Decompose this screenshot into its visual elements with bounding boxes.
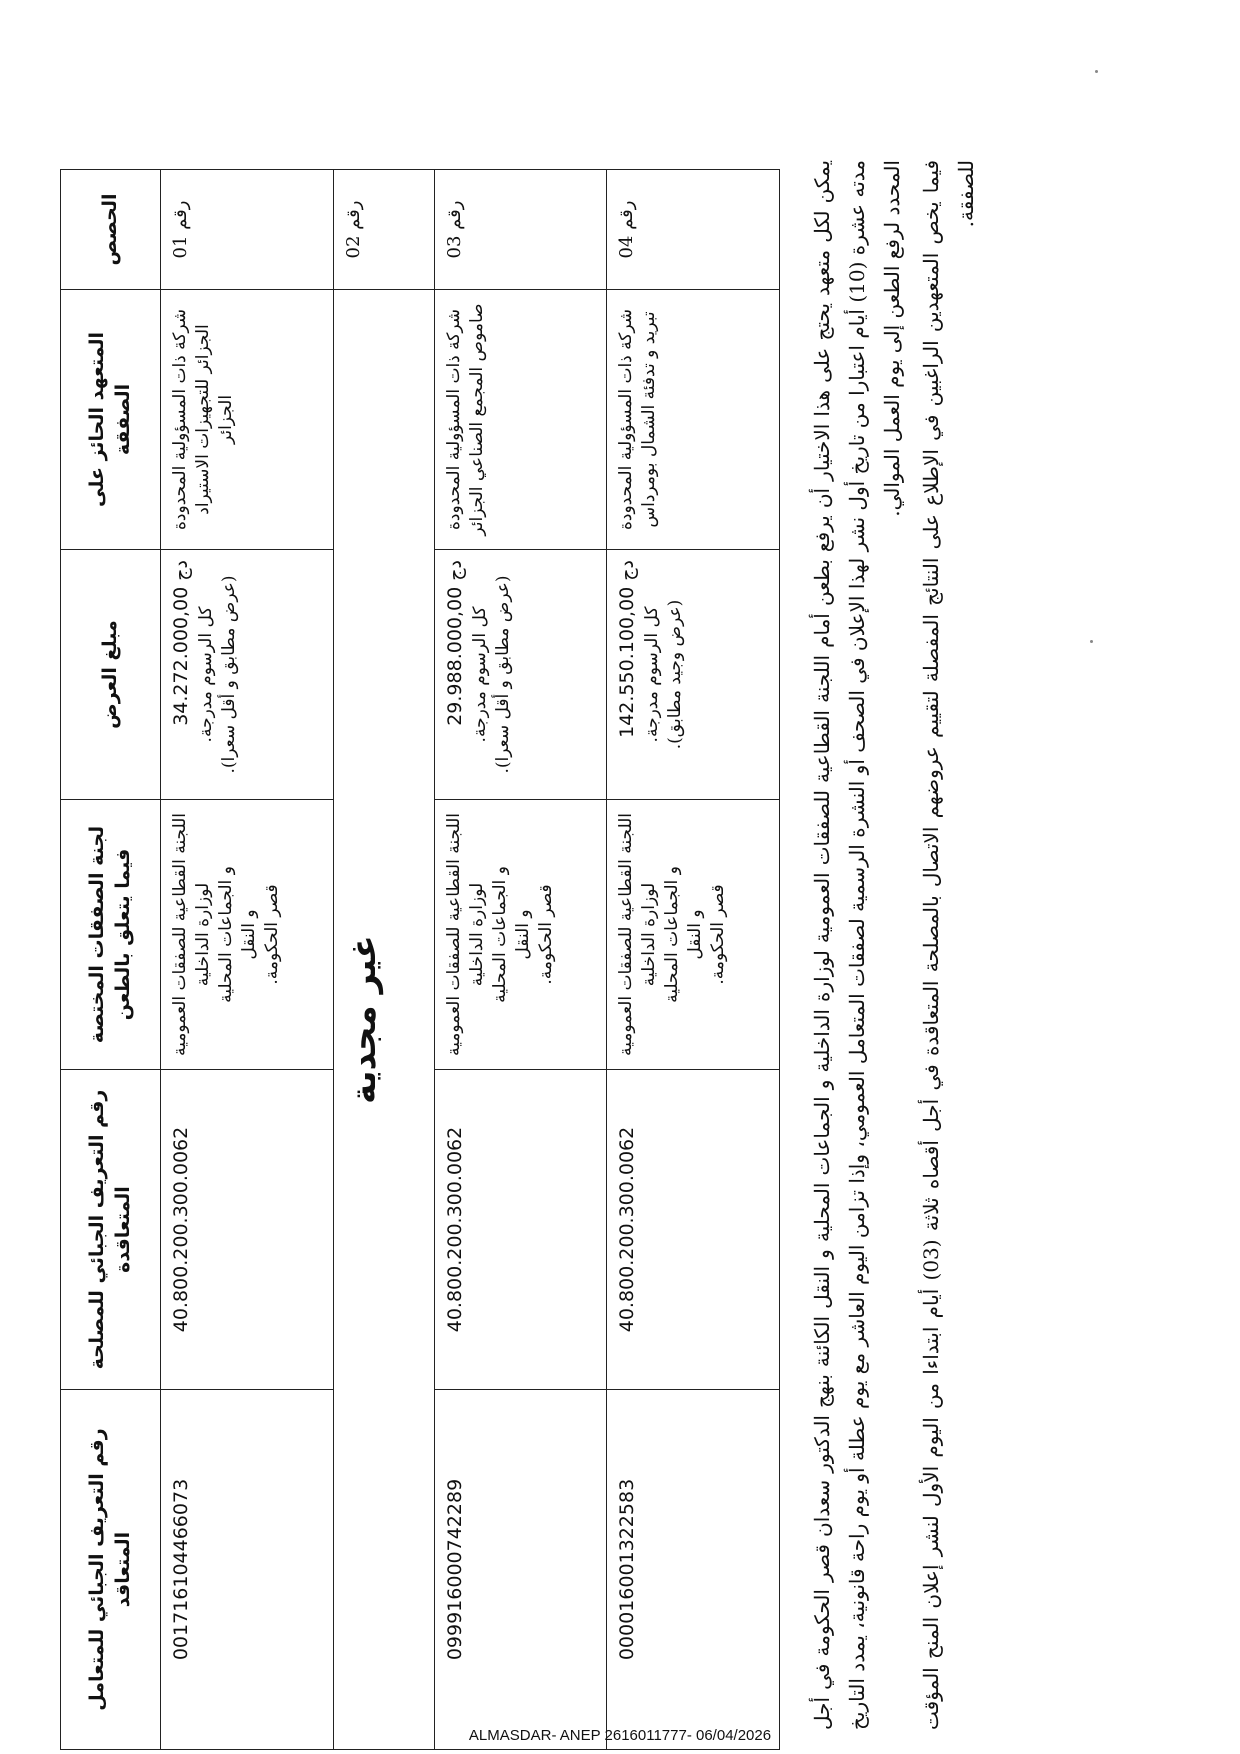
lot-cell: رقم 01 [161, 170, 334, 290]
amount-evaluation: (عرض مطابق و أقل سعرا). [218, 575, 239, 774]
header-committee: لجنة الصفقات المختصة فيما يتعلق بالطعن [61, 800, 161, 1070]
committee-cell [607, 800, 780, 1070]
lot-cell: رقم 02 [333, 170, 434, 290]
amount-note: كل الرسوم مدرجة. [469, 606, 490, 743]
rotated-page-content [60, 150, 1080, 1750]
header-amount: مبلغ العرض [61, 550, 161, 800]
header-lot: الحصص [61, 170, 161, 290]
committee-line: اللجنة القطاعية للصفقات العمومية لوزارة الداخلية [616, 813, 660, 1056]
amount-cell [434, 550, 607, 800]
service-nif-cell: 40.800.200.300.0062 [434, 1070, 607, 1390]
amount-cell [161, 550, 334, 800]
service-nif-cell: 40.800.200.300.0062 [161, 1070, 334, 1390]
unfruitful-label: غير مجدية [333, 290, 434, 1750]
results-paragraph: فيما يخص المتعهدين الراغبين في الإطلاع على النتائج المفصلة لتقييم عروضهم الاتصال بالمصلحة المتعاقدة في أجل أقصاه ثلاثة (03) أيام ابتداءا من اليوم الأول لنشر إعلان المنح المؤقت للصفقة. [919, 159, 978, 1730]
winner-cell: شركة ذات المسؤولية المحدودة صاموص المجمع الصناعي الجزائر [434, 290, 607, 550]
amount-note: كل الرسوم مدرجة. [195, 606, 216, 743]
committee-cell [161, 800, 334, 1070]
amount-value: 34.272.000,00 دج [170, 560, 192, 726]
appeal-notes [805, 160, 988, 1730]
committee-line: و الجماعات المحلية [489, 866, 510, 1003]
header-service-nif: رقم التعريف الجبائي للمصلحة المتعاقدة [61, 1070, 161, 1390]
operator-nif-cell: 099916000742289 [434, 1390, 607, 1750]
lot-cell: رقم 03 [434, 170, 607, 290]
award-table [60, 169, 780, 1750]
committee-line: و النقل [512, 909, 533, 960]
operator-nif-cell: 001716104466073 [161, 1390, 334, 1750]
amount-evaluation: (عرض مطابق و أقل سعرا). [492, 575, 513, 774]
amount-evaluation: (عرض وجيد مطابق). [665, 599, 686, 750]
committee-line: و النقل [685, 909, 706, 960]
committee-line: اللجنة القطاعية للصفقات العمومية لوزارة الداخلية [443, 813, 487, 1056]
publication-footer: ALMASDAR- ANEP 2616011777- 06/04/2026 [468, 1727, 772, 1744]
table-row [333, 170, 434, 1750]
appeal-paragraph: يمكن لكل متعهد يحتج على هذا الاختيار أن يرفع بطعن أمام اللجنة القطاعية للصفقات العمومية لوزارة الداخلية و الجماعات المحلية و النقل الكائنة بنهج الدكتور سعدان قصر الحكومة في أجل مدته عشرة (10) أيام اعتبارا من تاريخ أول نشر لهذا الإعلان في الصحف أو النشرة الرسمية لصفقات المتعامل العمومي، وإذا تزامن اليوم العاشر مع يوم عطلة أو يوم راحة قانونية، يمدد التاريخ المحدد لرفع الطعن إلى يوم العمل الموالي. [810, 160, 904, 1730]
committee-line: و الجماعات المحلية [215, 866, 236, 1003]
amount-value: 29.988.000,00 دج [443, 560, 466, 726]
committee-line: اللجنة القطاعية للصفقات العمومية لوزارة الداخلية [170, 813, 213, 1056]
table-header-row [61, 170, 161, 1750]
table-row [607, 170, 780, 1750]
lot-cell: رقم 04 [607, 170, 780, 290]
amount-value: 142.550.100,00 دج [616, 560, 639, 738]
committee-line: و الجماعات المحلية [662, 866, 683, 1003]
amount-cell [607, 550, 780, 800]
winner-cell: شركة ذات المسؤولية المحدودة الجزائر للتجهيزات الاستيراد الجزائر [161, 290, 334, 550]
table-row [161, 170, 334, 1750]
committee-line: و النقل [238, 909, 259, 960]
table-row [434, 170, 607, 1750]
winner-cell: شركة ذات المسؤولية المحدودة تبريد و تدفئة الشمال بومرداس [607, 290, 780, 550]
amount-note: كل الرسوم مدرجة. [642, 606, 663, 743]
header-operator-nif: رقم التعريف الجبائي للمتعامل المتعاقد [61, 1390, 161, 1750]
committee-line: قصر الحكومة. [535, 884, 556, 985]
service-nif-cell: 40.800.200.300.0062 [607, 1070, 780, 1390]
scan-speck [1090, 640, 1093, 643]
committee-line: قصر الحكومة. [261, 884, 282, 985]
committee-cell [434, 800, 607, 1070]
header-winner: المتعهد الحائز على الصفقة [61, 290, 161, 550]
scan-speck [1095, 70, 1098, 73]
operator-nif-cell: 000016001322583 [607, 1390, 780, 1750]
committee-line: قصر الحكومة. [708, 884, 729, 985]
